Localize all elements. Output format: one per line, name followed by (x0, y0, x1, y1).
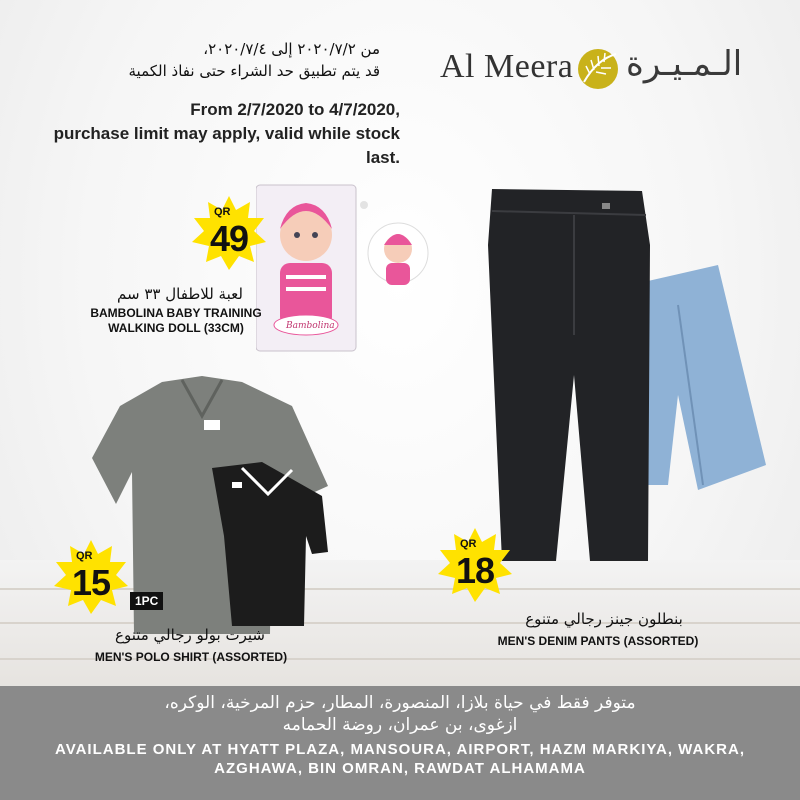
polo-currency-en: QR (76, 550, 93, 562)
doll-name-english (86, 306, 266, 336)
offer-dates-arabic (20, 38, 380, 82)
doll-name-english-line2: WALKING DOLL (33CM) (108, 321, 244, 335)
offer-dates-english-line2: purchase limit may apply, valid while stock last. (53, 124, 400, 167)
polo-name-english: MEN'S POLO SHIRT (ASSORTED) (94, 650, 288, 664)
doll-name-arabic: لعبة للاطفال ٣٣ سم (117, 285, 243, 303)
offer-dates-arabic-line2: قد يتم تطبيق حد الشراء حتى نفاذ الكمية (128, 62, 380, 80)
jeans-name-english: MEN'S DENIM PANTS (ASSORTED) (497, 634, 699, 648)
jeans-price: 18 (455, 550, 495, 591)
footer-english-line1: AVAILABLE ONLY AT HYATT PLAZA, MANSOURA, AIRPORT, HAZM MARKIYA, WAKRA, (54, 741, 745, 758)
denim-pants-image (478, 185, 768, 565)
polo-price-burst (54, 540, 128, 614)
jeans-currency-en: QR (460, 538, 477, 550)
doll-currency-en: QR (214, 206, 231, 218)
footer-english-line2: AZGHAWA, BIN OMRAN, RAWDAT ALHAMAMA (214, 760, 586, 777)
polo-quantity-badge: 1PC (130, 592, 163, 610)
doll-name-english-line1: BAMBOLINA BABY TRAINING (90, 306, 262, 320)
footer-arabic-line2: ازغوى، بن عمران، روضة الحمامه (282, 715, 518, 735)
doll-price: 49 (209, 218, 249, 259)
footer-english (0, 740, 800, 778)
offer-dates-english-line1: From 2/7/2020 to 4/7/2020, (190, 100, 400, 119)
polo-shirt-image (92, 376, 332, 636)
offer-dates-arabic-line1: من ٢٠٢٠/٧/٢ إلى ٢٠٢٠/٧/٤، (203, 40, 380, 58)
footer-arabic-line1: متوفر فقط في حياة بلازا، المنصورة، المطار، حزم المرخية، الوكره، (164, 693, 636, 713)
polo-price: 15 (71, 562, 111, 603)
jeans-price-burst (438, 528, 512, 602)
offer-dates-english (40, 98, 400, 170)
doll-package-brand: Bambolina (286, 321, 335, 331)
jeans-name-arabic: بنطلون جينز رجالي متنوع (525, 610, 683, 628)
store-availability-footer (0, 686, 800, 800)
logo-name-arabic: الـمـيـرة (626, 44, 743, 84)
doll-price-burst (192, 196, 266, 270)
palm-leaf-icon (576, 44, 620, 94)
logo-name-english: Al Meera (440, 48, 574, 85)
footer-arabic (0, 686, 800, 736)
doll-product-image (256, 183, 436, 353)
polo-name-arabic: شيرت بولو رجالي متنوع (115, 626, 265, 644)
al-meera-logo (440, 44, 770, 96)
